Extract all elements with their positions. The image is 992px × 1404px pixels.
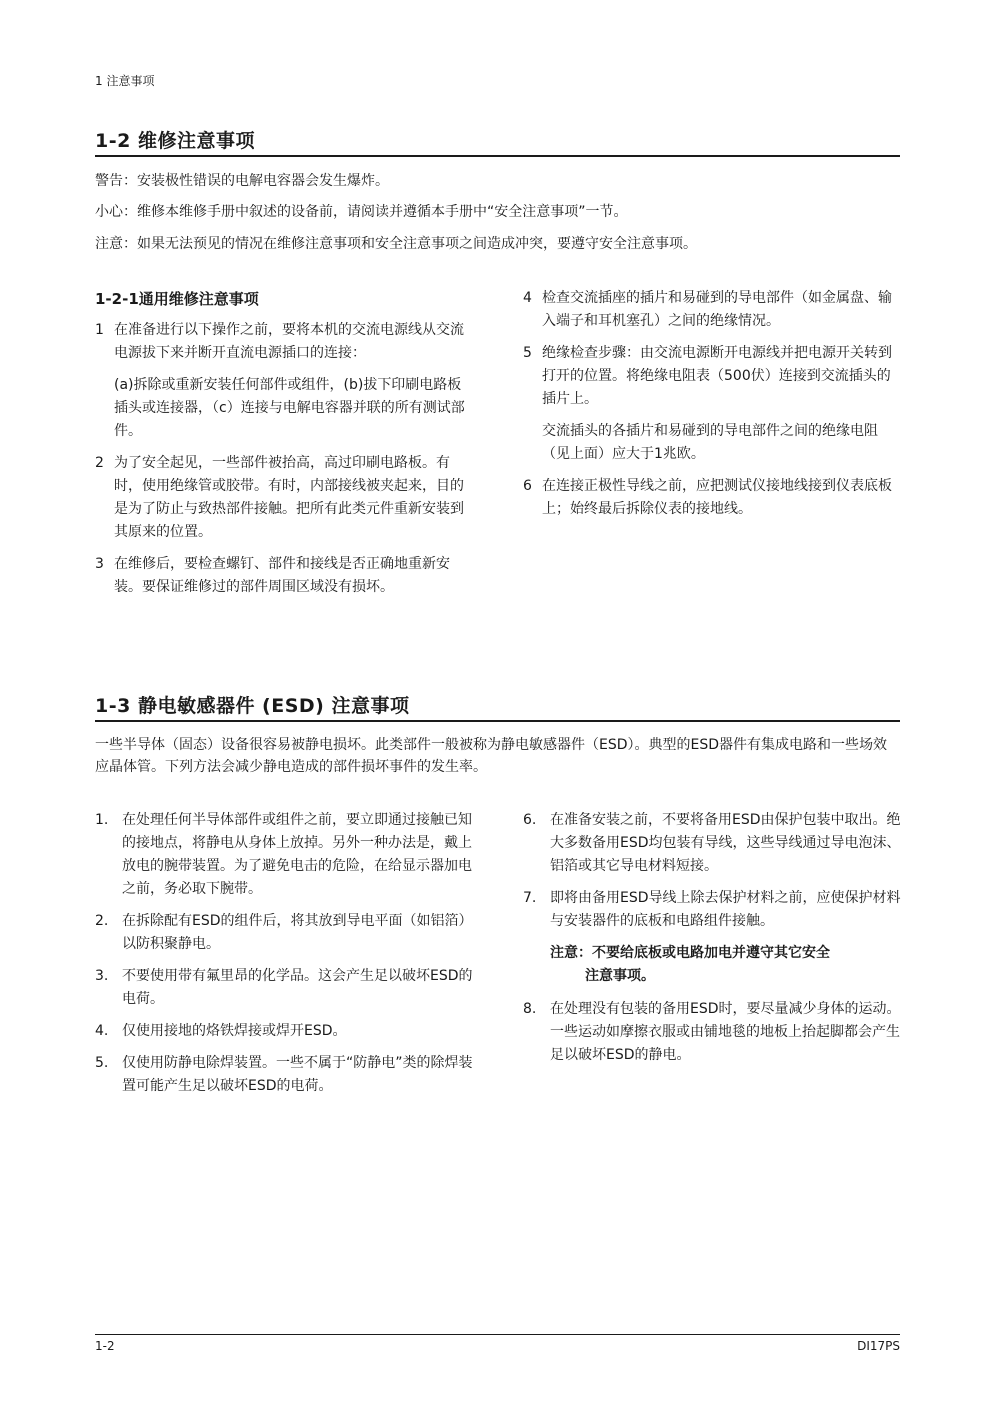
item-text: 在处理任何半导体部件或组件之前，要立即通过接触已知的接地点，将静电从身体上放掉。另外一种办法是，戴上放电的腕带装置。为了避免电击的危险，在给显示器加电之前，务必取下腕带。	[122, 812, 472, 897]
general-precautions-right-column	[523, 287, 901, 530]
section-rule-1-3	[95, 720, 900, 722]
item-number: 1.	[95, 812, 109, 828]
item-text: 不要使用带有氟里昂的化学品。这会产生足以破坏ESD的电荷。	[122, 968, 473, 1007]
list-item	[523, 998, 901, 1067]
esd-intro-paragraph: 一些半导体（固态）设备很容易被静电损坏。此类部件一般被称为静电敏感器件（ESD）。典型的ESD器件有集成电路和一些场效应晶体管。下列方法会减少静电造成的部件损坏事件的发生率。	[95, 737, 888, 775]
item-number: 8.	[523, 1001, 537, 1017]
page-number: 1-2	[95, 1339, 115, 1353]
list-item	[95, 553, 475, 599]
item-number: 4.	[95, 1023, 109, 1039]
footer-rule	[95, 1334, 900, 1335]
item-text: 在维修后，要检查螺钉、部件和接线是否正确地重新安装。要保证维修过的部件周围区域没有损坏。	[114, 556, 450, 595]
model-code: DI17PS	[857, 1339, 900, 1353]
esd-note-continuation: 注意事项。	[585, 968, 655, 984]
list-item	[95, 452, 475, 544]
section-title-1-2: 1-2 维修注意事项	[95, 130, 255, 152]
item-text: 绝缘检查步骤：由交流电源断开电源线并把电源开关转到打开的位置。将绝缘电阻表（500伏）连接到交流插头的插片上。	[542, 345, 892, 407]
item-number: 6	[523, 478, 532, 494]
running-header: 1 注意事项	[95, 74, 155, 88]
list-item	[95, 809, 475, 901]
item-text: 检查交流插座的插片和易碰到的导电部件（如金属盘、输入端子和耳机塞孔）之间的绝缘情况。	[542, 290, 892, 329]
note-text: 不要给底板或电路加电并遵守其它安全	[592, 945, 830, 961]
caution-line: 小心：维修本维修手册中叙述的设备前，请阅读并遵循本手册中“安全注意事项”一节。	[95, 204, 628, 220]
item-number: 5	[523, 345, 532, 361]
item-text: 在准备安装之前，不要将备用ESD由保护包装中取出。绝大多数备用ESD均包装有导线，这些导线通过导电泡沫、铝箔或其它导电材料短接。	[550, 812, 901, 874]
list-item	[95, 1020, 475, 1043]
list-item	[523, 342, 901, 411]
item-text: 在连接正极性导线之前，应把测试仪接地线接到仪表底板上；始终最后拆除仪表的接地线。	[542, 478, 892, 517]
item-text: 即将由备用ESD导线上除去保护材料之前，应使保护材料与安装器件的底板和电路组件接触。	[550, 890, 901, 929]
item-number: 3	[95, 556, 104, 572]
warning-line: 警告：安装极性错误的电解电容器会发生爆炸。	[95, 173, 389, 189]
list-item	[523, 475, 901, 521]
esd-left-column	[95, 809, 475, 1107]
list-item	[523, 287, 901, 333]
section-title-1-3: 1-3 静电敏感器件 (ESD) 注意事项	[95, 695, 410, 717]
section-rule-1-2	[95, 155, 900, 157]
item-number: 1	[95, 322, 104, 338]
list-item	[95, 1052, 475, 1098]
item-number: 4	[523, 290, 532, 306]
item-detail: (a)拆除或重新安装任何部件或组件，(b)拔下印刷电路板插头或连接器，（c）连接与电解电容器并联的所有测试部件。	[114, 377, 465, 439]
item-number: 2.	[95, 913, 109, 929]
esd-right-column	[523, 809, 901, 1076]
general-precautions-left-column	[95, 288, 475, 608]
item-text: 仅使用接地的烙铁焊接或焊开ESD。	[122, 1023, 347, 1039]
item-number: 7.	[523, 890, 537, 906]
list-item	[523, 809, 901, 878]
note-label: 注意：	[550, 945, 592, 961]
list-item	[523, 887, 901, 933]
item-number: 3.	[95, 968, 109, 984]
note-line: 注意：如果无法预见的情况在维修注意事项和安全注意事项之间造成冲突，要遵守安全注意事项。	[95, 236, 697, 252]
esd-note	[550, 942, 901, 965]
item-text: 仅使用防静电除焊装置。一些不属于“防静电”类的除焊装置可能产生足以破坏ESD的电荷。	[122, 1055, 473, 1094]
list-item	[95, 319, 475, 365]
item-text: 为了安全起见，一些部件被抬高，高过印刷电路板。有时，使用绝缘管或胶带。有时，内部接线被夹起来，目的是为了防止与致热部件接触。把所有此类元件重新安装到其原来的位置。	[114, 455, 464, 540]
item-number: 5.	[95, 1055, 109, 1071]
subsection-title: 1-2-1通用维修注意事项	[95, 290, 259, 308]
item-detail: 交流插头的各插片和易碰到的导电部件之间的绝缘电阻（见上面）应大于1兆欧。	[542, 423, 878, 462]
item-text: 在处理没有包装的备用ESD时，要尽量减少身体的运动。一些运动如摩擦衣服或由铺地毯的地板上抬起脚都会产生足以破坏ESD的静电。	[550, 1001, 901, 1063]
item-text: 在拆除配有ESD的组件后，将其放到导电平面（如铝箔）以防积聚静电。	[122, 913, 473, 952]
item-number: 6.	[523, 812, 537, 828]
item-number: 2	[95, 455, 104, 471]
list-item	[95, 965, 475, 1011]
item-text: 在准备进行以下操作之前，要将本机的交流电源线从交流电源拔下来并断开直流电源插口的连接：	[114, 322, 464, 361]
list-item	[95, 910, 475, 956]
